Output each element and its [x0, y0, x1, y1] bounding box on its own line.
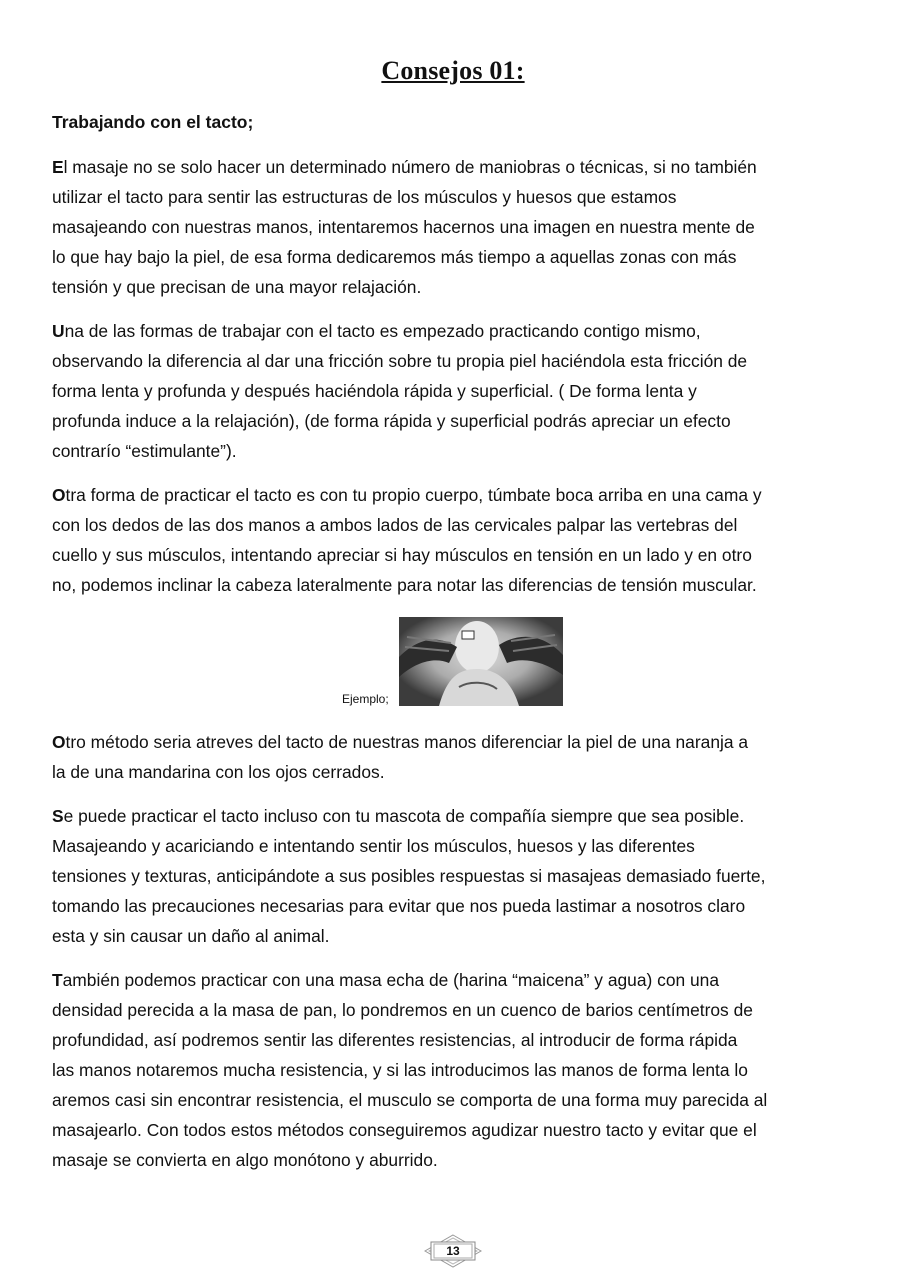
paragraph-4: [52, 727, 864, 787]
paragraph-line: profunda induce a la relajación), (de forma rápida y superficial podrás apreciar un efecto: [52, 411, 731, 431]
figure-caption: Ejemplo;: [342, 692, 389, 706]
paragraph-line: tensiones y texturas, anticipándote a sus posibles respuestas si masajeas demasiado fuerte,: [52, 866, 766, 886]
photo-illustration: [399, 617, 563, 706]
paragraph-2: [52, 316, 864, 466]
paragraph-line: con los dedos de las dos manos a ambos lados de las cervicales palpar las vertebras del: [52, 515, 738, 535]
page-number: 13: [446, 1244, 460, 1258]
drop-letter: E: [52, 157, 64, 177]
drop-letter: T: [52, 970, 63, 990]
paragraph-5: [52, 801, 864, 951]
paragraph-line: e puede practicar el tacto incluso con tu mascota de compañía siempre que sea posible.: [63, 806, 745, 826]
paragraph-6: [52, 965, 864, 1175]
paragraph-line: masajeando con nuestras manos, intentaremos hacernos una imagen en nuestra mente de: [52, 217, 755, 237]
paragraph-line: masaje se convierta en algo monótono y aburrido.: [52, 1150, 438, 1170]
section-subtitle: Trabajando con el tacto;: [52, 112, 254, 132]
paragraph-line: observando la diferencia al dar una fricción sobre tu propia piel haciéndola esta fricción de: [52, 351, 748, 371]
paragraph-line: contrarío “estimulante”).: [52, 441, 237, 461]
paragraph-line: tomando las precauciones necesarias para evitar que nos pueda lastimar a nosotros claro: [52, 896, 746, 916]
paragraph-line: forma lenta y profunda y después haciéndola rápida y superficial. ( De forma lenta y: [52, 381, 697, 401]
paragraph-line: cuello y sus músculos, intentando apreciar si hay músculos en tensión en un lado y en otro: [52, 545, 752, 565]
drop-letter: U: [52, 321, 65, 341]
page-number-badge: [424, 1234, 482, 1268]
paragraph-line: densidad perecida a la masa de pan, lo pondremos en un cuenco de barios centímetros de: [52, 1000, 753, 1020]
example-photo: [399, 617, 563, 706]
paragraph-line: na de las formas de trabajar con el tacto es empezado practicando contigo mismo,: [64, 321, 701, 341]
paragraph-line: profundidad, así podremos sentir las diferentes resistencias, al introducir de forma rápida: [52, 1030, 738, 1050]
paragraph-line: lo que hay bajo la piel, de esa forma dedicaremos más tiempo a aquellas zonas con más: [52, 247, 737, 267]
paragraph-1: [52, 152, 864, 302]
drop-letter: S: [52, 806, 64, 826]
drop-letter: O: [52, 485, 66, 505]
paragraph-line: tensión y que precisan de una mayor relajación.: [52, 277, 422, 297]
paragraph-line: masajearlo. Con todos estos métodos conseguiremos agudizar nuestro tacto y evitar que el: [52, 1120, 757, 1140]
paragraph-3: [52, 480, 864, 600]
paragraph-line: Masajeando y acariciando e intentando sentir los músculos, huesos y las diferentes: [52, 836, 695, 856]
paragraph-line: tra forma de practicar el tacto es con tu propio cuerpo, túmbate boca arriba en una cama y: [65, 485, 762, 505]
paragraph-line: aremos casi sin encontrar resistencia, el musculo se comporta de una forma muy parecida al: [52, 1090, 768, 1110]
paragraph-line: la de una mandarina con los ojos cerrados.: [52, 762, 385, 782]
paragraph-line: utilizar el tacto para sentir las estructuras de los músculos y huesos que estamos: [52, 187, 677, 207]
page-title: Consejos 01:: [381, 56, 525, 85]
paragraph-line: esta y sin causar un daño al animal.: [52, 926, 330, 946]
paragraph-line: l masaje no se solo hacer un determinado número de maniobras o técnicas, si no también: [63, 157, 757, 177]
paragraph-line: tro método seria atreves del tacto de nuestras manos diferenciar la piel de una naranja a: [65, 732, 749, 752]
paragraph-line: no, podemos inclinar la cabeza lateralmente para notar las diferencias de tensión muscular.: [52, 575, 757, 595]
paragraph-line: ambién podemos practicar con una masa echa de (harina “maicena” y agua) con una: [62, 970, 720, 990]
drop-letter: O: [52, 732, 66, 752]
paragraph-line: las manos notaremos mucha resistencia, y si las introducimos las manos de forma lenta lo: [52, 1060, 748, 1080]
